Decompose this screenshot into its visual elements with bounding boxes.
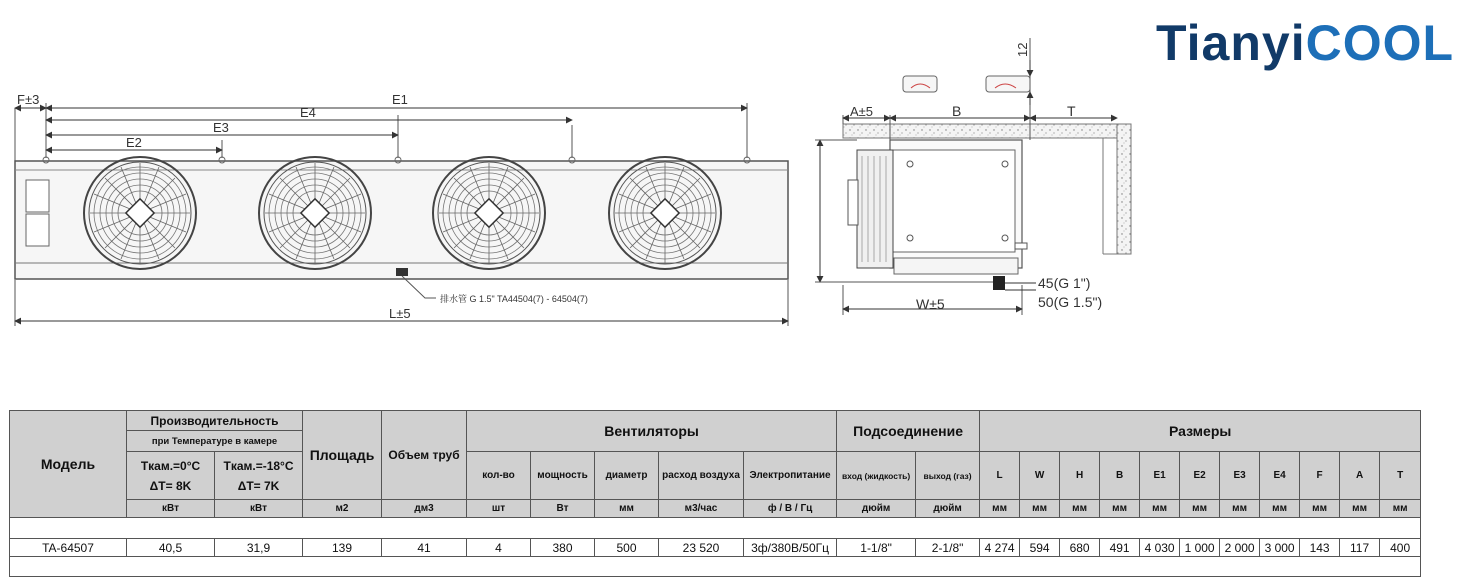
cell-volume: 41 <box>382 539 467 557</box>
spacer-row <box>10 518 1421 539</box>
col-perf-t2-header <box>215 452 303 500</box>
dim-e3-label: E3 <box>213 120 229 135</box>
col-dim-b-header: B <box>1100 452 1140 500</box>
cell-dim-f: 143 <box>1300 539 1340 557</box>
unit-dim-e4: мм <box>1260 500 1300 518</box>
col-dim-e2-header: E2 <box>1180 452 1220 500</box>
col-fan-supply-header: Электропитание <box>744 452 837 500</box>
unit-airflow: м3/час <box>659 500 744 518</box>
col-dim-f-header: F <box>1300 452 1340 500</box>
col-dim-w-header: W <box>1020 452 1060 500</box>
conn-50-label: 50(G 1.5") <box>1038 294 1103 310</box>
col-conn-out-header: выход (газ) <box>916 452 980 500</box>
dim-t-label: T <box>1067 103 1076 119</box>
col-area-header: Площадь <box>303 411 382 500</box>
dim-l-label: L±5 <box>389 306 411 321</box>
unit-dim-t: мм <box>1380 500 1421 518</box>
cell-fan-qty: 4 <box>467 539 531 557</box>
unit-dim-e3: мм <box>1220 500 1260 518</box>
header-row-3 <box>10 452 1421 500</box>
cell-perf2: 31,9 <box>215 539 303 557</box>
unit-supply: ф / В / Гц <box>744 500 837 518</box>
cell-dim-h: 680 <box>1060 539 1100 557</box>
cell-conn-in: 1-1/8" <box>837 539 916 557</box>
unit-volume: дм3 <box>382 500 467 518</box>
unit-dim-f: мм <box>1300 500 1340 518</box>
dim-gap-label: 12 <box>1015 42 1030 57</box>
cell-supply: 3ф/380В/50Гц <box>744 539 837 557</box>
cell-model: TA-64507 <box>10 539 127 557</box>
cell-dim-a: 117 <box>1340 539 1380 557</box>
cell-fan-power: 380 <box>531 539 595 557</box>
logo-text-cool: COOL <box>1305 15 1455 71</box>
col-dim-a-header: A <box>1340 452 1380 500</box>
dim-e1-label: E1 <box>392 92 408 107</box>
col-dim-e1-header: E1 <box>1140 452 1180 500</box>
col-fan-airflow-header: расход воздуха <box>659 452 744 500</box>
unit-dim-w: мм <box>1020 500 1060 518</box>
dim-f-label: F±3 <box>17 92 40 107</box>
dim-e4-label: E4 <box>300 105 316 120</box>
spacer-row-bottom <box>10 557 1421 577</box>
cell-area: 139 <box>303 539 382 557</box>
units-row <box>10 500 1421 518</box>
col-model-header: Модель <box>10 411 127 518</box>
unit-perf1: кВт <box>127 500 215 518</box>
unit-dim-e2: мм <box>1180 500 1220 518</box>
col-dim-e3-header: E3 <box>1220 452 1260 500</box>
unit-power: Вт <box>531 500 595 518</box>
dim-e2-label: E2 <box>126 135 142 150</box>
perf-t2-temp: Tкам.=-18°C <box>223 458 294 473</box>
cell-perf1: 40,5 <box>127 539 215 557</box>
col-dim-t-header: T <box>1380 452 1421 500</box>
cell-dim-e2: 1 000 <box>1180 539 1220 557</box>
cell-dim-b: 491 <box>1100 539 1140 557</box>
cell-dim-w: 594 <box>1020 539 1060 557</box>
drain-note: 排水管 G 1.5" TA44504(7) - 64504(7) <box>440 294 588 304</box>
spec-table <box>9 410 1421 577</box>
col-dim-h-header: H <box>1060 452 1100 500</box>
col-conn-header: Подсоединение <box>837 411 980 452</box>
unit-conn-out: дюйм <box>916 500 980 518</box>
col-dim-e4-header: E4 <box>1260 452 1300 500</box>
col-dim-l-header: L <box>980 452 1020 500</box>
dim-b-label: B <box>952 103 962 119</box>
perf-t1-dt: ΔT= 8K <box>149 478 192 493</box>
col-perf-header: Производительность <box>127 411 303 431</box>
dim-w-label: W±5 <box>916 296 945 312</box>
unit-conn-in: дюйм <box>837 500 916 518</box>
cell-conn-out: 2-1/8" <box>916 539 980 557</box>
col-dims-header: Размеры <box>980 411 1421 452</box>
unit-qty: шт <box>467 500 531 518</box>
col-fan-qty-header: кол-во <box>467 452 531 500</box>
col-perf-subheader: при Температуре в камере <box>127 431 303 452</box>
col-conn-in-header: вход (жидкость) <box>837 452 916 500</box>
dim-a-label: A±5 <box>850 104 874 119</box>
col-perf-t1-header <box>127 452 215 500</box>
cell-dim-t: 400 <box>1380 539 1421 557</box>
cell-dim-e1: 4 030 <box>1140 539 1180 557</box>
cell-dim-l: 4 274 <box>980 539 1020 557</box>
unit-dim-a: мм <box>1340 500 1380 518</box>
cell-dim-e3: 2 000 <box>1220 539 1260 557</box>
conn-45-label: 45(G 1") <box>1038 275 1091 291</box>
col-volume-header: Объем труб <box>382 411 467 500</box>
unit-dim-l: мм <box>980 500 1020 518</box>
side-view <box>815 38 1131 315</box>
unit-dim-b: мм <box>1100 500 1140 518</box>
cell-fan-airflow: 23 520 <box>659 539 744 557</box>
cell-fan-diameter: 500 <box>595 539 659 557</box>
unit-perf2: кВт <box>215 500 303 518</box>
table-row <box>10 539 1421 557</box>
unit-dim-e1: мм <box>1140 500 1180 518</box>
col-fans-header: Вентиляторы <box>467 411 837 452</box>
perf-t1-temp: Tкам.=0°C <box>140 458 201 473</box>
col-fan-diameter-header: диаметр <box>595 452 659 500</box>
cell-dim-e4: 3 000 <box>1260 539 1300 557</box>
col-fan-power-header: мощность <box>531 452 595 500</box>
unit-dim-h: мм <box>1060 500 1100 518</box>
header-row-1 <box>10 411 1421 431</box>
logo-text-tianyi: Tianyi <box>1156 15 1306 71</box>
unit-diameter: мм <box>595 500 659 518</box>
perf-t2-dt: ΔT= 7K <box>237 478 280 493</box>
unit-area: м2 <box>303 500 382 518</box>
